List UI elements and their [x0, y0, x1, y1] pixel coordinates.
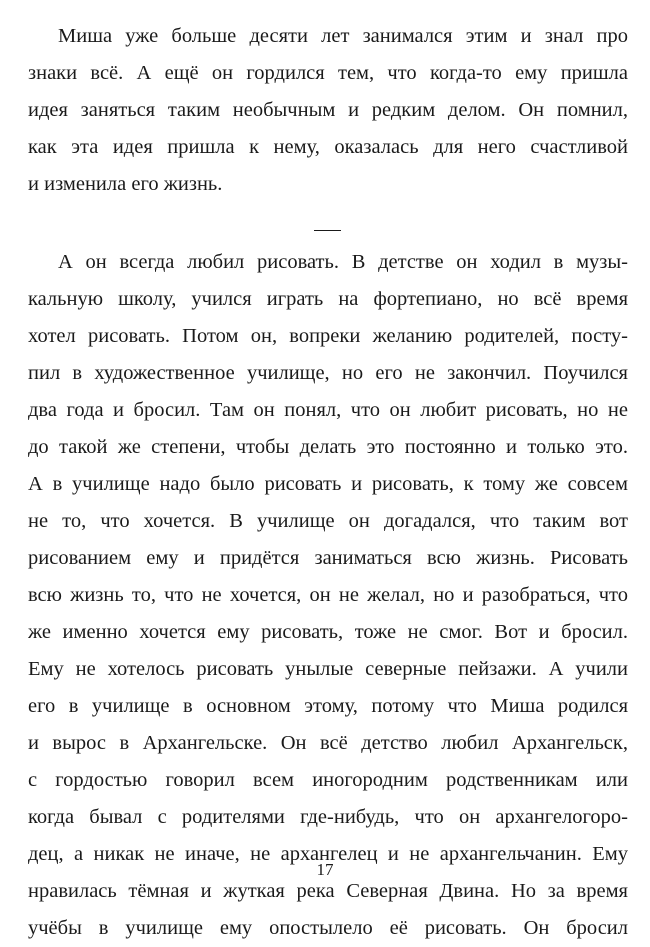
text-line: кальную школу, учился играть на фортепиано, но всё время	[28, 288, 628, 310]
text-line: же именно хочется ему рисовать, тоже не смог. Вот и бросил.	[28, 621, 628, 643]
text-line: с гордостью говорил всем иногородним родственникам или	[28, 769, 628, 791]
text-line: нравилась тёмная и жуткая река Северная Двина. Но за время	[28, 880, 628, 902]
text-line: хотел рисовать. Потом он, вопреки желанию родителей, посту-	[28, 325, 628, 347]
text-line: дец, а никак не иначе, не архангелец и не архангельчанин. Ему	[28, 843, 628, 865]
text-line: всю жизнь то, что не хочется, он не желал, но и разобраться, что	[28, 584, 628, 606]
text-line: Миша уже больше десяти лет занимался этим и знал про	[58, 25, 628, 47]
text-line: до такой же степени, чтобы делать это постоянно и только это.	[28, 436, 628, 458]
paragraph-1	[28, 18, 628, 203]
text-line: А в училище надо было рисовать и рисовать, к тому же совсем	[28, 473, 628, 495]
text-line: когда бывал с родителями где-нибудь, что он архангелогоро-	[28, 806, 628, 828]
text-line: два года и бросил. Там он понял, что он любит рисовать, но не	[28, 399, 628, 421]
text-line: Ему не хотелось рисовать унылые северные пейзажи. А учили	[28, 658, 628, 680]
text-line: как эта идея пришла к нему, оказалась для него счастливой	[28, 136, 628, 158]
page-number: 17	[316, 860, 334, 879]
text-line: и изменила его жизнь.	[28, 173, 223, 195]
text-line: учёбы в училище ему опостылело её рисовать. Он бросил	[28, 917, 628, 939]
paragraph-2	[28, 244, 628, 947]
text-line: знаки всё. А ещё он гордился тем, что когда-то ему пришла	[28, 62, 628, 84]
text-line: рисованием ему и придётся заниматься всю жизнь. Рисовать	[28, 547, 628, 569]
section-divider	[314, 230, 341, 231]
text-line: пил в художественное училище, но его не закончил. Поучился	[28, 362, 628, 384]
text-line: и вырос в Архангельске. Он всё детство любил Архангельск,	[28, 732, 628, 754]
text-line: А он всегда любил рисовать. В детстве он ходил в музы-	[58, 251, 628, 273]
text-line: не то, что хочется. В училище он догадался, что таким вот	[28, 510, 628, 532]
text-line: его в училище в основном этому, потому что Миша родился	[28, 695, 628, 717]
text-line: идея заняться таким необычным и редким делом. Он помнил,	[28, 99, 628, 121]
